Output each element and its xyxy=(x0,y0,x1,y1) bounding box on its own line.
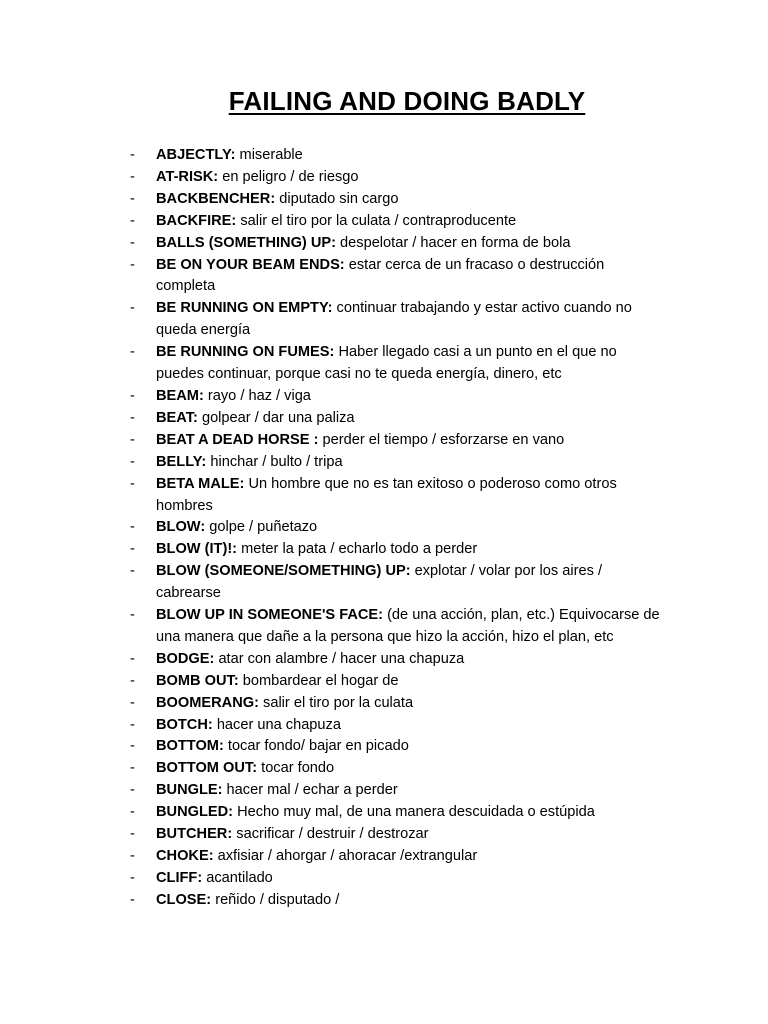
entry-definition: continuar trabajando y estar activo cuando no queda energía xyxy=(156,300,632,339)
entry-definition: reñido / disputado / xyxy=(215,891,340,908)
entry-definition: diputado sin cargo xyxy=(279,190,399,207)
glossary-entry xyxy=(130,758,660,780)
entry-definition: meter la pata / echarlo todo a perder xyxy=(241,541,478,558)
entry-definition: Hecho muy mal, de una manera descuidada o estúpida xyxy=(237,804,595,821)
glossary-entry xyxy=(130,693,660,715)
entry-term: BOMB OUT: xyxy=(156,672,239,689)
glossary-entry xyxy=(130,715,660,737)
glossary-entry xyxy=(130,298,660,342)
entry-term: BALLS (SOMETHING) UP: xyxy=(156,234,336,251)
glossary-list xyxy=(130,145,660,912)
entry-definition: tocar fondo/ bajar en picado xyxy=(227,738,409,755)
entry-definition: acantilado xyxy=(206,869,273,886)
entry-term: ABJECTLY: xyxy=(156,147,236,163)
entry-term: BE RUNNING ON EMPTY: xyxy=(156,300,333,317)
entry-bullet: - xyxy=(130,256,135,273)
glossary-entry xyxy=(130,408,660,430)
glossary-entry xyxy=(130,430,660,452)
entry-bullet: - xyxy=(130,234,135,251)
glossary-entry xyxy=(130,736,660,758)
glossary-entry xyxy=(130,890,660,912)
entry-bullet: - xyxy=(130,541,135,558)
glossary-entry xyxy=(130,145,660,167)
entry-definition: despelotar / hacer en forma de bola xyxy=(340,234,571,251)
glossary-entry xyxy=(130,846,660,868)
entry-bullet: - xyxy=(130,826,135,843)
entry-term: BEAM: xyxy=(156,387,204,404)
glossary-entry xyxy=(130,561,660,605)
glossary-entry xyxy=(130,868,660,890)
entry-bullet: - xyxy=(130,212,135,229)
entry-bullet: - xyxy=(130,869,135,886)
glossary-entry xyxy=(130,649,660,671)
entry-definition: axfisiar / ahorgar / ahoracar /extrangular xyxy=(217,848,478,864)
entry-term: BOTTOM OUT: xyxy=(156,760,258,777)
entry-definition: salir el tiro por la culata xyxy=(263,694,414,711)
entry-definition: golpear / dar una paliza xyxy=(201,409,355,426)
glossary-entry xyxy=(130,824,660,846)
glossary-entry xyxy=(130,211,660,233)
entry-term: AT-RISK: xyxy=(156,168,219,185)
entry-definition: bombardear el hogar de xyxy=(242,672,399,689)
entry-bullet: - xyxy=(130,891,135,908)
entry-bullet: - xyxy=(130,760,135,777)
entry-term: BE RUNNING ON FUMES: xyxy=(156,344,335,361)
entry-bullet: - xyxy=(130,409,135,426)
entry-definition: sacrificar / destruir / destrozar xyxy=(236,826,429,843)
entry-definition: Un hombre que no es tan exitoso o poderoso como otros hombres xyxy=(156,475,617,514)
glossary-entry xyxy=(130,386,660,408)
glossary-entry xyxy=(130,474,660,518)
entry-definition: hinchar / bulto / tripa xyxy=(210,453,343,470)
entry-bullet: - xyxy=(130,387,135,404)
entry-definition: explotar / volar por los aires / cabrearse xyxy=(156,563,603,602)
entry-definition: golpe / puñetazo xyxy=(209,519,318,536)
glossary-entry xyxy=(130,189,660,211)
entry-bullet: - xyxy=(130,650,135,667)
entry-term: CLOSE: xyxy=(156,891,212,908)
entry-term: BUNGLED: xyxy=(156,804,234,821)
entry-definition: hacer una chapuza xyxy=(216,716,341,733)
entry-term: BLOW: xyxy=(156,519,206,536)
entry-bullet: - xyxy=(130,672,135,689)
page-title: FAILING AND DOING BADLY xyxy=(228,86,586,116)
entry-bullet: - xyxy=(130,607,135,624)
entry-term: BOTTOM: xyxy=(156,738,224,755)
entry-term: BUTCHER: xyxy=(156,826,233,843)
entry-term: BLOW UP IN SOMEONE'S FACE: xyxy=(156,607,383,624)
entry-term: BODGE: xyxy=(156,650,215,667)
entry-term: BLOW (IT)!: xyxy=(156,541,238,558)
entry-bullet: - xyxy=(130,190,135,207)
glossary-entry xyxy=(130,780,660,802)
glossary-entry xyxy=(130,255,660,299)
entry-bullet: - xyxy=(130,519,135,536)
entry-term: CLIFF: xyxy=(156,869,203,886)
entry-bullet: - xyxy=(130,300,135,317)
entry-bullet: - xyxy=(130,738,135,755)
glossary-entry xyxy=(130,539,660,561)
entry-definition: estar cerca de un fracaso o destrucción completa xyxy=(156,256,605,295)
glossary-entry xyxy=(130,517,660,539)
entry-bullet: - xyxy=(130,475,135,492)
entry-term: BEAT A DEAD HORSE : xyxy=(156,431,319,448)
glossary-entry xyxy=(130,167,660,189)
entry-bullet: - xyxy=(130,147,135,163)
entry-bullet: - xyxy=(130,453,135,470)
entry-definition: perder el tiempo / esforzarse en vano xyxy=(322,431,565,448)
entry-definition: rayo / haz / viga xyxy=(207,387,311,404)
entry-bullet: - xyxy=(130,344,135,361)
entry-bullet: - xyxy=(130,563,135,580)
entry-term: BEAT: xyxy=(156,409,198,426)
glossary-entry xyxy=(130,342,660,386)
entry-bullet: - xyxy=(130,804,135,821)
entry-bullet: - xyxy=(130,694,135,711)
entry-bullet: - xyxy=(130,431,135,448)
entry-definition: Haber llegado casi a un punto en el que no puedes continuar, porque casi no te queda energía, dinero, etc xyxy=(156,344,617,383)
glossary-entry xyxy=(130,671,660,693)
entry-term: BE ON YOUR BEAM ENDS: xyxy=(156,256,345,273)
entry-term: BETA MALE: xyxy=(156,475,245,492)
entry-definition: salir el tiro por la culata / contraproducente xyxy=(240,212,517,229)
entry-term: BOTCH: xyxy=(156,716,213,733)
entry-bullet: - xyxy=(130,782,135,799)
entry-term: BLOW (SOMEONE/SOMETHING) UP: xyxy=(156,563,411,580)
entry-definition: atar con alambre / hacer una chapuza xyxy=(218,650,465,667)
entry-bullet: - xyxy=(130,716,135,733)
entry-definition: (de una acción, plan, etc.) Equivocarse de una manera que dañe a la persona que hizo la acción, hizo el plan, etc xyxy=(156,607,660,645)
entry-bullet: - xyxy=(130,848,135,864)
entry-term: BOOMERANG: xyxy=(156,694,259,711)
entry-term: CHOKE: xyxy=(156,848,214,864)
entry-term: BUNGLE: xyxy=(156,782,223,799)
entry-definition: miserable xyxy=(239,147,303,163)
glossary-entry xyxy=(130,233,660,255)
entry-term: BACKFIRE: xyxy=(156,212,237,229)
glossary-entry xyxy=(130,452,660,474)
entry-term: BELLY: xyxy=(156,453,207,470)
entry-definition: tocar fondo xyxy=(261,760,335,777)
entry-definition: hacer mal / echar a perder xyxy=(226,782,398,799)
entry-bullet: - xyxy=(130,168,135,185)
glossary-entry xyxy=(130,605,660,649)
glossary-entry xyxy=(130,802,660,824)
entry-definition: en peligro / de riesgo xyxy=(222,168,359,185)
entry-term: BACKBENCHER: xyxy=(156,190,276,207)
